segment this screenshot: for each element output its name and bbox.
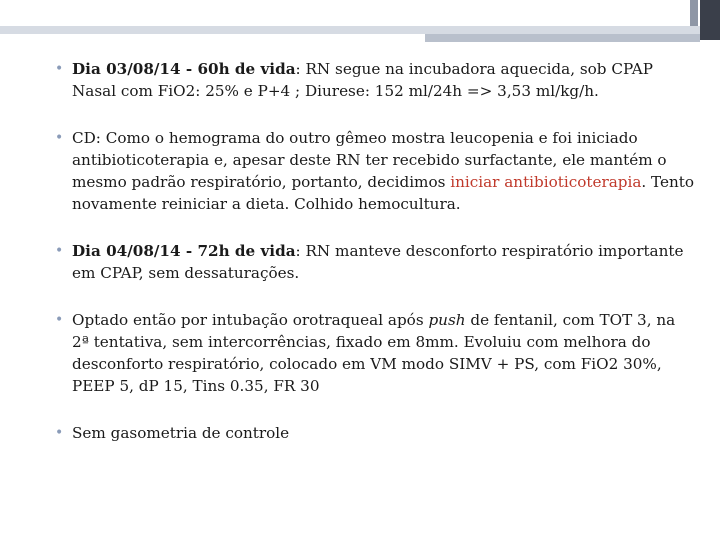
bullet-item-5: [55, 422, 695, 444]
header-decoration-bar: [0, 0, 720, 40]
bullet-item-1: [55, 58, 695, 102]
bullet-marker: •: [55, 61, 64, 77]
bullet-text-after: de fentanil, com TOT 3, na 2ª tentativa, sem intercorrências, fixado em 8mm. Evoluiu com melhora do desconforto respiratório, colocado em VM modo SIMV + PS, com FiO2 30%, PEEP 5, dP 15, Tins 0.35, FR 30: [72, 311, 676, 395]
bullet-text: Sem gasometria de controle: [72, 424, 290, 442]
bullet-bold-lead: Dia 04/08/14 - 72h de vida: [72, 242, 296, 260]
bullet-highlight: iniciar antibioticoterapia: [450, 173, 642, 191]
header-bar-light-strip: [0, 26, 700, 34]
bullet-marker: •: [55, 312, 64, 328]
bullet-item-4: [55, 309, 695, 397]
bullet-marker: •: [55, 243, 64, 259]
bullet-text: CD: Como o hemograma do outro gêmeo mostra leucopenia e foi iniciado antibioticoterapia e, apesar deste RN ter recebido surfactante, ele mantém o mesmo padrão respiratório, portanto, decidimos: [72, 129, 667, 191]
header-bar-mid-strip: [425, 34, 700, 42]
bullet-bold-lead: Dia 03/08/14 - 60h de vida: [72, 60, 296, 78]
bullet-text-after: . Tento novamente reiniciar a dieta. Colhido hemocultura.: [72, 173, 695, 213]
bullet-item-2: [55, 127, 695, 215]
header-bar-dark-block: [700, 0, 720, 40]
bullet-text: Optado então por intubação orotraqueal após: [72, 311, 429, 329]
bullet-italic-term: push: [428, 311, 466, 329]
slide-content: [55, 58, 695, 469]
header-bar-tab: [690, 0, 698, 26]
bullet-marker: •: [55, 130, 64, 146]
bullet-item-3: [55, 240, 695, 284]
bullet-text: : RN manteve desconforto respiratório importante em CPAP, sem dessaturações.: [72, 242, 684, 282]
bullet-text: : RN segue na incubadora aquecida, sob CPAP Nasal com FiO2: 25% e P+4 ; Diurese: 152 ml/24h => 3,53 ml/kg/h.: [72, 60, 653, 100]
bullet-marker: •: [55, 425, 64, 441]
